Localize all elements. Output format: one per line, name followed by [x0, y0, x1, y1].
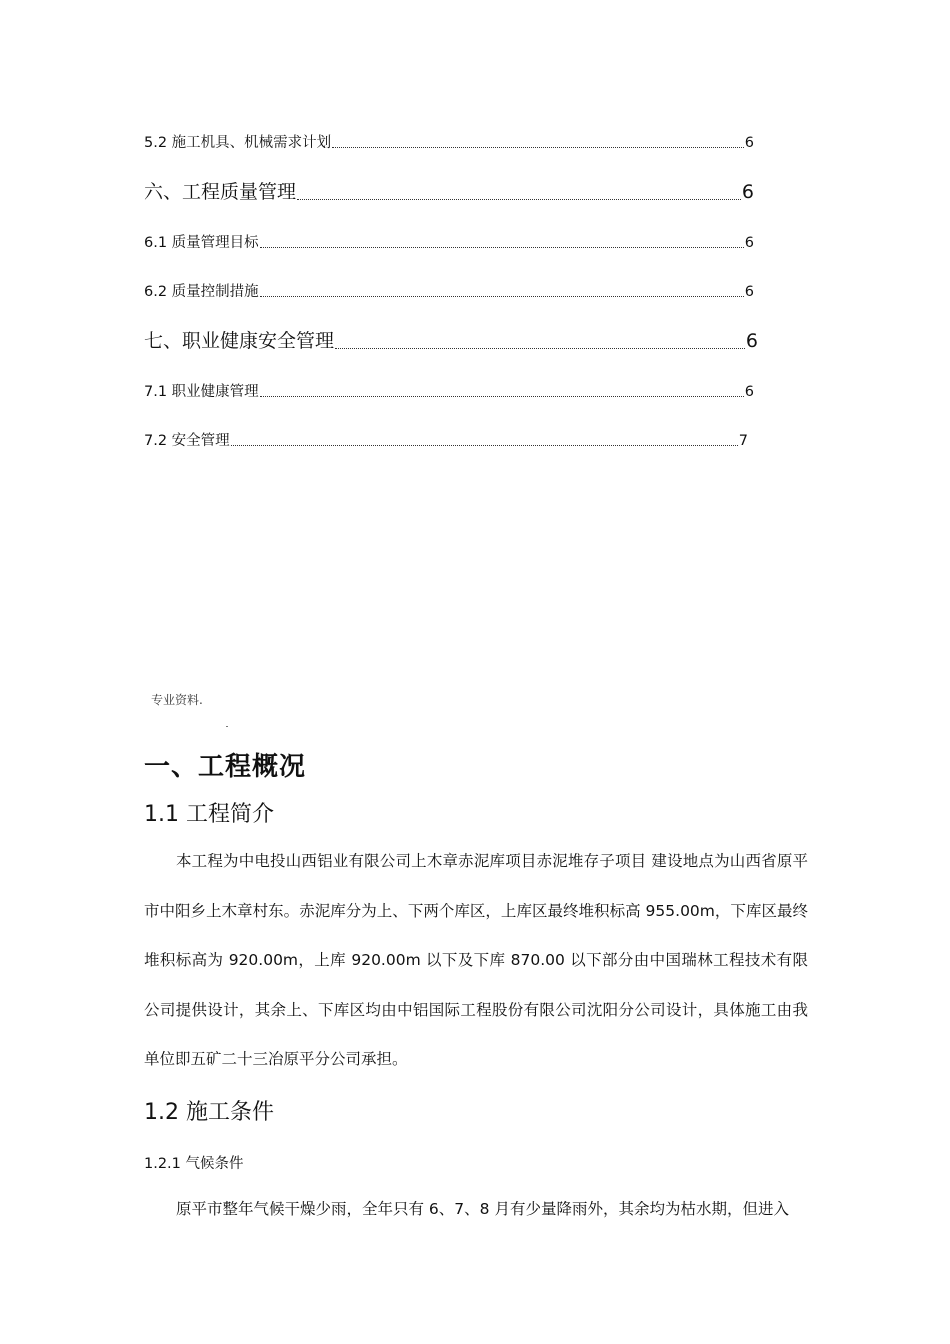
toc-entry-title: 6.1 质量管理目标: [144, 235, 259, 251]
toc-leader-dots: [260, 247, 744, 248]
toc-entry[interactable]: [144, 429, 748, 451]
subsection-heading: 1.1 工程简介: [144, 802, 274, 827]
toc-entry-page: 6: [744, 384, 754, 400]
toc-entry-title: 6.2 质量控制措施: [144, 284, 259, 300]
toc-entry[interactable]: [144, 326, 758, 354]
toc-entry[interactable]: [144, 380, 754, 402]
toc-entry-title: 5.2 施工机具、机械需求计划: [144, 135, 332, 151]
toc-entry[interactable]: [144, 177, 754, 205]
toc-entry-page: 6: [745, 330, 758, 352]
page-mark: [226, 726, 228, 727]
toc-entry-page: 7: [738, 433, 748, 449]
toc-entry-title: 六、工程质量管理: [144, 181, 297, 203]
toc-entry-title: 七、职业健康安全管理: [144, 330, 335, 352]
toc-leader-dots: [335, 348, 745, 349]
toc-entry[interactable]: [144, 231, 754, 253]
subsection-heading: 1.2 施工条件: [144, 1100, 274, 1125]
section-heading: 一、工程概况: [144, 752, 307, 782]
toc-leader-dots: [260, 396, 744, 397]
toc-entry[interactable]: [144, 280, 754, 302]
toc-leader-dots: [231, 445, 738, 446]
toc-leader-dots: [260, 296, 744, 297]
toc-entry-title: 7.2 安全管理: [144, 433, 230, 449]
toc-entry-page: 6: [744, 235, 754, 251]
toc-entry-page: 6: [741, 181, 754, 203]
toc-entry-page: 6: [744, 284, 754, 300]
toc-entry[interactable]: [144, 131, 754, 153]
toc-entry-page: 6: [744, 135, 754, 151]
toc-leader-dots: [332, 147, 744, 148]
subsubsection-heading: 1.2.1 气候条件: [144, 1156, 244, 1172]
toc-leader-dots: [297, 199, 741, 200]
body-paragraph: 原平市整年气候干燥少雨，全年只有 6、7、8 月有少量降雨外，其余均为枯水期，但进入: [176, 1200, 789, 1218]
page-footer-note: 专业资料.: [151, 693, 203, 707]
toc-entry-title: 7.1 职业健康管理: [144, 384, 259, 400]
body-paragraph: 本工程为中电投山西铝业有限公司上木章赤泥库项目赤泥堆存子项目 建设地点为山西省原平市中阳乡上木章村东。赤泥库分为上、下两个库区，上库区最终堆积标高 955.00m，下库区最终堆积标高为 920.00m，上库 920.00m 以下及下库 870.00 以下部分由中国瑞林工程技术有限公司提供设计，其余上、下库区均由中铝国际工程股份有限公司沈阳分公司设计，具体施工由我单位即五矿二十三冶原平分公司承担。: [144, 852, 808, 1069]
